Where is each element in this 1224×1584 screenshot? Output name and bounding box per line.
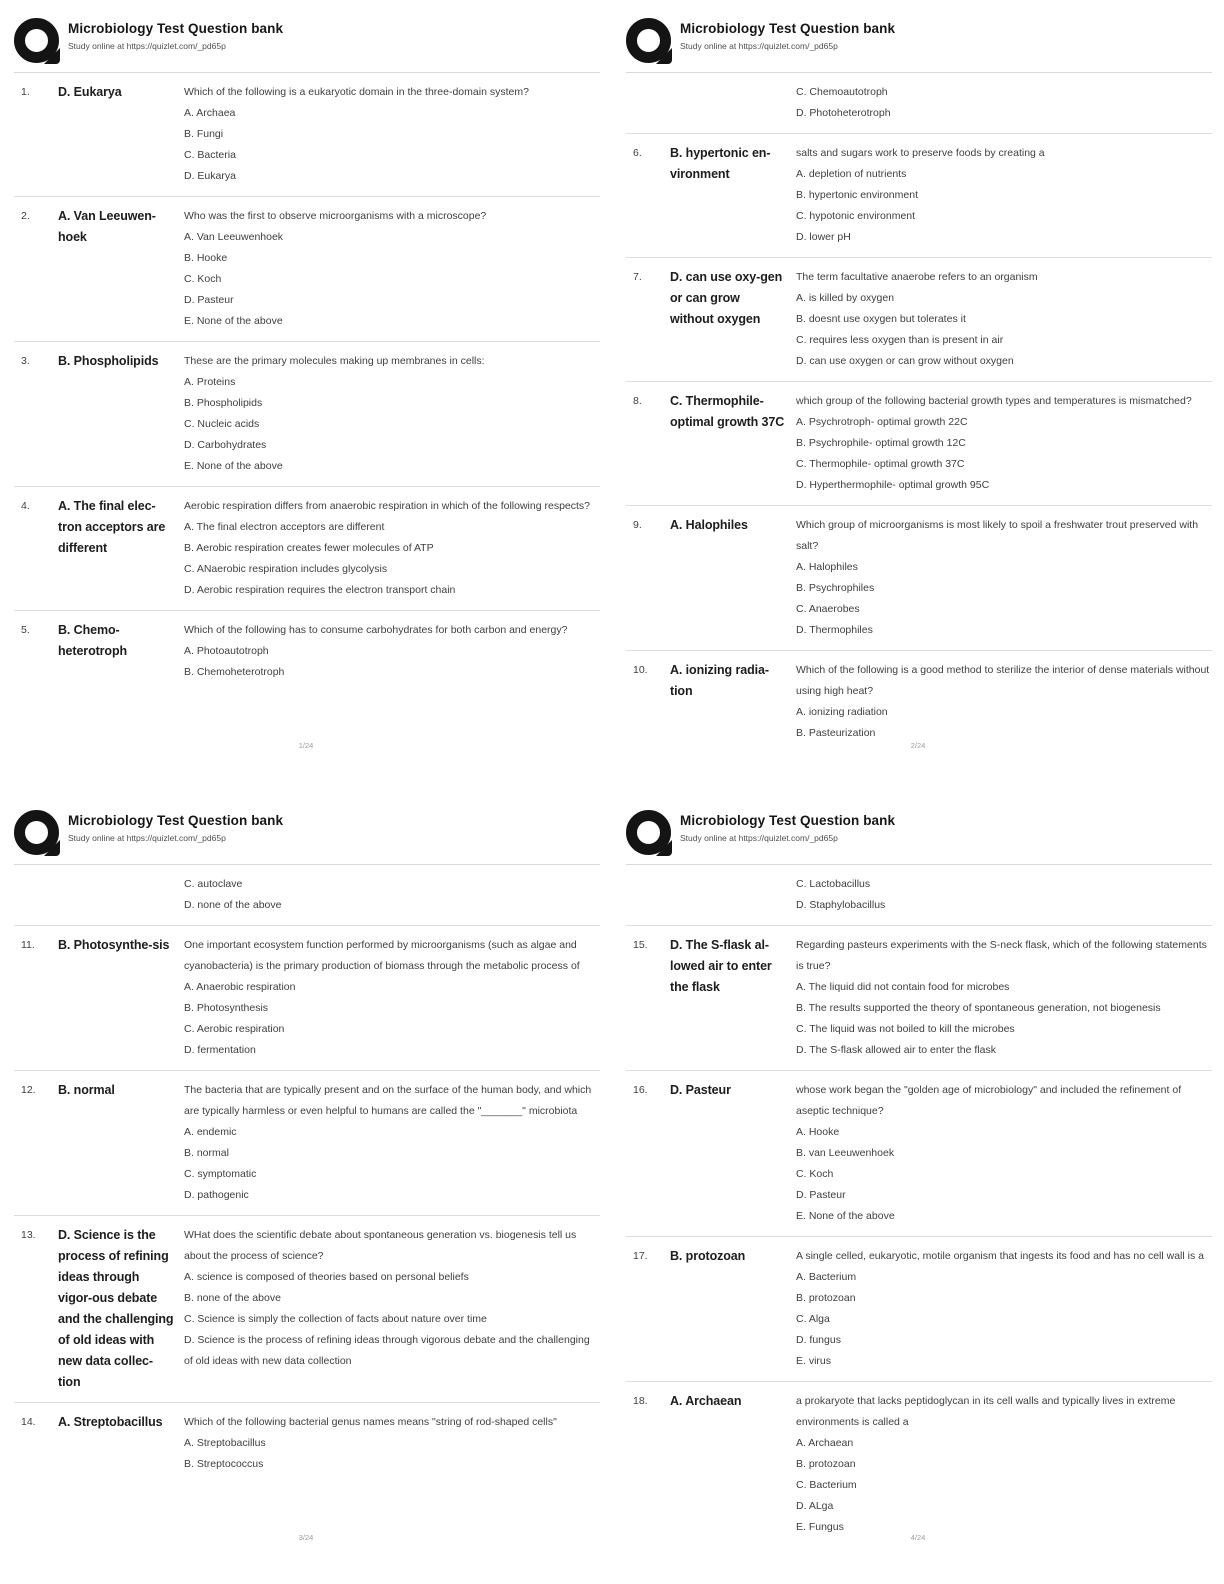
definition-line: B. Hooke <box>184 252 228 264</box>
page-body <box>626 865 1212 1547</box>
question-number: 5. <box>21 624 30 636</box>
page <box>0 792 612 1584</box>
definition-line: A. depletion of nutrients <box>796 168 907 180</box>
definition-line: D. Carbohydrates <box>184 439 267 451</box>
question-block <box>14 341 600 486</box>
definition-line: C. Lactobacillus <box>796 878 871 890</box>
answer-term: A. ionizing radia-tion <box>670 663 769 698</box>
definition-line: Which of the following has to consume carbohydrates for both carbon and energy? <box>184 624 568 636</box>
answer-term <box>670 874 786 916</box>
definition-line: Regarding pasteurs experiments with the S-neck flask, which of the following statements is true? <box>796 939 1207 972</box>
definition-line: A. is killed by oxygen <box>796 292 895 304</box>
question-number: 2. <box>21 210 30 222</box>
question-definition <box>184 206 600 332</box>
answer-term: B. normal <box>58 1083 115 1097</box>
definition-line: C. Science is simply the collection of facts about nature over time <box>184 1313 487 1325</box>
definition-line: B. hypertonic environment <box>796 189 918 201</box>
question-block <box>14 486 600 610</box>
page-body <box>626 73 1212 753</box>
definition-line: E. None of the above <box>184 460 283 472</box>
definition-line: C. Thermophile- optimal growth 37C <box>796 458 965 470</box>
answer-term: B. Phospholipids <box>58 354 159 368</box>
definition-line: D. Science is the process of refining ideas through vigorous debate and the challenging of old ideas with new data collection <box>184 1334 590 1367</box>
page-header-text <box>680 812 895 843</box>
question-definition <box>796 82 1212 124</box>
question-block <box>14 1215 600 1402</box>
definition-line: D. Photoheterotroph <box>796 107 891 119</box>
definition-line: C. requires less oxygen than is present in air <box>796 334 1004 346</box>
definition-line: D. Eukarya <box>184 170 236 182</box>
definition-line: D. can use oxygen or can grow without oxygen <box>796 355 1014 367</box>
question-block <box>14 73 600 196</box>
question-block <box>626 1070 1212 1236</box>
question-definition <box>796 515 1212 641</box>
question-number: 6. <box>633 147 642 159</box>
answer-term: A. Archaean <box>670 1394 742 1408</box>
question-number: 17. <box>633 1250 648 1262</box>
question-block <box>626 381 1212 505</box>
definition-line: D. Pasteur <box>796 1189 846 1201</box>
definition-line: A. Proteins <box>184 376 236 388</box>
definition-line: A. Halophiles <box>796 561 858 573</box>
definition-line: A. endemic <box>184 1126 237 1138</box>
question-number: 11. <box>21 939 35 951</box>
definition-line: The term facultative anaerobe refers to an organism <box>796 271 1038 283</box>
definition-line: Which of the following is a eukaryotic domain in the three-domain system? <box>184 86 529 98</box>
definition-line: Which of the following is a good method to sterilize the interior of dense materials without using high heat? <box>796 664 1210 697</box>
definition-line: C. Koch <box>184 273 222 285</box>
question-number: 3. <box>21 355 30 367</box>
definition-line: salts and sugars work to preserve foods by creating a <box>796 147 1045 159</box>
question-definition <box>184 496 600 601</box>
answer-term: D. can use oxy-gen or can grow without oxygen <box>670 270 783 326</box>
answer-term: D. Pasteur <box>670 1083 731 1097</box>
definition-line: B. Aerobic respiration creates fewer molecules of ATP <box>184 542 434 554</box>
definition-line: These are the primary molecules making up membranes in cells: <box>184 355 485 367</box>
page-number: 3/24 <box>298 1533 314 1542</box>
page-header <box>14 18 600 73</box>
quizlet-logo-icon <box>14 810 59 855</box>
answer-term: B. Photosynthe-sis <box>58 938 170 952</box>
question-block <box>14 610 600 692</box>
question-definition <box>796 874 1212 916</box>
answer-term: A. Streptobacillus <box>58 1415 163 1429</box>
definition-line: A. Van Leeuwenhoek <box>184 231 284 243</box>
definition-line: B. Photosynthesis <box>184 1002 269 1014</box>
definition-line: B. Psychrophile- optimal growth 12C <box>796 437 966 449</box>
question-definition <box>796 267 1212 372</box>
page-header-text <box>68 812 283 843</box>
question-block <box>626 1236 1212 1381</box>
definition-line: D. ALga <box>796 1500 834 1512</box>
page <box>612 792 1224 1584</box>
answer-term: D. The S-flask al-lowed air to enter the flask <box>670 938 772 994</box>
definition-line: C. Nucleic acids <box>184 418 260 430</box>
definition-line: B. Chemoheterotroph <box>184 666 285 678</box>
quizlet-logo-icon <box>626 18 671 63</box>
definition-line: Aerobic respiration differs from anaerobic respiration in which of the following respects? <box>184 500 591 512</box>
definition-line: whose work began the "golden age of microbiology" and included the refinement of aseptic technique? <box>796 1084 1182 1117</box>
definition-line: WHat does the scientific debate about spontaneous generation vs. biogenesis tell us about the process of science? <box>184 1229 577 1262</box>
definition-line: A. Psychrotroph- optimal growth 22C <box>796 416 968 428</box>
definition-line: C. Aerobic respiration <box>184 1023 285 1035</box>
answer-term: A. Van Leeuwen-hoek <box>58 209 156 244</box>
question-number: 13. <box>21 1229 36 1241</box>
question-definition <box>184 1412 600 1475</box>
definition-line: A. The liquid did not contain food for microbes <box>796 981 1010 993</box>
page-header <box>14 810 600 865</box>
answer-term: C. Thermophile-optimal growth 37C <box>670 394 785 429</box>
question-definition <box>184 351 600 477</box>
page-title: Microbiology Test Question bank <box>68 813 284 828</box>
definition-line: A. Hooke <box>796 1126 840 1138</box>
definition-line: C. hypotonic environment <box>796 210 916 222</box>
definition-line: B. Streptococcus <box>184 1458 264 1470</box>
definition-line: A. The final electron acceptors are different <box>184 521 385 533</box>
page-header <box>626 810 1212 865</box>
definition-line: D. Thermophiles <box>796 624 873 636</box>
definition-line: A. Photoautotroph <box>184 645 269 657</box>
question-block <box>626 650 1212 753</box>
definition-line: E. None of the above <box>184 315 283 327</box>
definition-line: A. Archaean <box>796 1437 854 1449</box>
definition-line: B. Phospholipids <box>184 397 263 409</box>
question-definition <box>796 1080 1212 1227</box>
definition-line: C. Koch <box>796 1168 834 1180</box>
page-subtitle: Study online at https://quizlet.com/_pd65p <box>680 833 838 843</box>
page-subtitle: Study online at https://quizlet.com/_pd65p <box>680 41 838 51</box>
question-block <box>626 73 1212 133</box>
question-number: 18. <box>633 1395 648 1407</box>
definition-line: C. Bacterium <box>796 1479 857 1491</box>
question-definition <box>184 1080 600 1206</box>
answer-term: D. Science is the process of refining ideas through vigor-ous debate and the challenging of old ideas with new data collec-tion <box>58 1228 174 1389</box>
question-definition <box>796 1246 1212 1372</box>
definition-line: A. Bacterium <box>796 1271 857 1283</box>
question-definition <box>796 1391 1212 1538</box>
question-number: 4. <box>21 500 30 512</box>
question-number: 12. <box>21 1084 36 1096</box>
question-block <box>626 925 1212 1070</box>
definition-line: D. lower pH <box>796 231 851 243</box>
answer-term: B. Chemo-heterotroph <box>58 623 128 658</box>
definition-line: A. ionizing radiation <box>796 706 888 718</box>
definition-line: E. Fungus <box>796 1521 844 1533</box>
definition-line: A. Anaerobic respiration <box>184 981 296 993</box>
question-block <box>626 257 1212 381</box>
question-definition <box>796 660 1212 744</box>
page-subtitle: Study online at https://quizlet.com/_pd65p <box>68 833 226 843</box>
question-definition <box>796 935 1212 1061</box>
page-number: 4/24 <box>910 1533 926 1542</box>
question-number <box>626 82 660 124</box>
definition-line: A. Streptobacillus <box>184 1437 266 1449</box>
page-header-text <box>68 20 283 51</box>
question-block <box>14 1402 600 1484</box>
question-number: 10. <box>633 664 648 676</box>
definition-line: C. ANaerobic respiration includes glycolysis <box>184 563 388 575</box>
question-number: 8. <box>633 395 642 407</box>
definition-line: D. none of the above <box>184 899 282 911</box>
page-body <box>14 865 600 1484</box>
question-definition <box>796 391 1212 496</box>
question-number: 14. <box>21 1416 36 1428</box>
definition-line: D. Staphylobacillus <box>796 899 886 911</box>
question-number <box>626 874 660 916</box>
page-title: Microbiology Test Question bank <box>680 813 896 828</box>
definition-line: C. autoclave <box>184 878 243 890</box>
question-block <box>14 196 600 341</box>
definition-line: C. The liquid was not boiled to kill the microbes <box>796 1023 1015 1035</box>
question-block <box>626 133 1212 257</box>
definition-line: One important ecosystem function performed by microorganisms (such as algae and cyanobacteria) is the primary production of biomass through the metabolic process of <box>184 939 580 972</box>
definition-line: E. None of the above <box>796 1210 895 1222</box>
page-number: 2/24 <box>910 741 926 750</box>
answer-term <box>58 874 174 916</box>
definition-line: B. Fungi <box>184 128 224 140</box>
answer-term: A. Halophiles <box>670 518 748 532</box>
definition-line: D. fungus <box>796 1334 841 1346</box>
question-number: 7. <box>633 271 642 283</box>
question-block <box>14 1070 600 1215</box>
definition-line: Which group of microorganisms is most likely to spoil a freshwater trout preserved with salt? <box>796 519 1199 552</box>
question-number: 15. <box>633 939 648 951</box>
definition-line: C. Anaerobes <box>796 603 860 615</box>
definition-line: A. science is composed of theories based on personal beliefs <box>184 1271 469 1283</box>
definition-line: Which of the following bacterial genus names means "string of rod-shaped cells" <box>184 1416 557 1428</box>
definition-line: B. van Leeuwenhoek <box>796 1147 895 1159</box>
question-number: 9. <box>633 519 642 531</box>
question-block <box>626 1381 1212 1547</box>
question-definition <box>184 874 600 916</box>
answer-term: B. hypertonic en-vironment <box>670 146 771 181</box>
definition-line: B. Psychrophiles <box>796 582 875 594</box>
definition-line: C. symptomatic <box>184 1168 257 1180</box>
definition-line: D. pathogenic <box>184 1189 249 1201</box>
definition-line: D. The S-flask allowed air to enter the flask <box>796 1044 996 1056</box>
definition-line: D. Hyperthermophile- optimal growth 95C <box>796 479 990 491</box>
definition-line: The bacteria that are typically present and on the surface of the human body, and which are typically harmless or even helpful to humans are called the "_______" microbiota <box>184 1084 592 1117</box>
definition-line: C. Chemoautotroph <box>796 86 888 98</box>
definition-line: B. protozoan <box>796 1292 856 1304</box>
question-number: 16. <box>633 1084 648 1096</box>
question-definition <box>184 82 600 187</box>
definition-line: B. protozoan <box>796 1458 856 1470</box>
question-definition <box>796 143 1212 248</box>
question-number: 1. <box>21 86 30 98</box>
page-subtitle: Study online at https://quizlet.com/_pd65p <box>68 41 226 51</box>
page <box>612 0 1224 792</box>
question-block <box>626 865 1212 925</box>
definition-line: a prokaryote that lacks peptidoglycan in its cell walls and typically lives in extreme environments is called a <box>796 1395 1176 1428</box>
definition-line: which group of the following bacterial growth types and temperatures is mismatched? <box>796 395 1192 407</box>
page-number: 1/24 <box>298 741 314 750</box>
answer-term: A. The final elec-tron acceptors are different <box>58 499 166 555</box>
definition-line: D. Aerobic respiration requires the electron transport chain <box>184 584 456 596</box>
answer-term: B. protozoan <box>670 1249 746 1263</box>
question-definition <box>184 620 600 683</box>
definition-line: E. virus <box>796 1355 832 1367</box>
definition-line: A single celled, eukaryotic, motile organism that ingests its food and has no cell wall is a <box>796 1250 1204 1262</box>
answer-term: D. Eukarya <box>58 85 122 99</box>
question-block <box>14 925 600 1070</box>
page-header <box>626 18 1212 73</box>
definition-line: C. Bacteria <box>184 149 236 161</box>
definition-line: C. Alga <box>796 1313 830 1325</box>
question-block <box>626 505 1212 650</box>
page-title: Microbiology Test Question bank <box>680 21 896 36</box>
definition-line: B. The results supported the theory of spontaneous generation, not biogenesis <box>796 1002 1161 1014</box>
question-definition <box>184 935 600 1061</box>
answer-term <box>670 82 786 124</box>
page-title: Microbiology Test Question bank <box>68 21 284 36</box>
question-number <box>14 874 48 916</box>
page-header-text <box>680 20 895 51</box>
quizlet-logo-icon <box>626 810 671 855</box>
page-body <box>14 73 600 692</box>
definition-line: B. Pasteurization <box>796 727 876 739</box>
definition-line: Who was the first to observe microorganisms with a microscope? <box>184 210 487 222</box>
definition-line: D. Pasteur <box>184 294 234 306</box>
question-definition <box>184 1225 600 1393</box>
question-block <box>14 865 600 925</box>
definition-line: A. Archaea <box>184 107 236 119</box>
definition-line: B. normal <box>184 1147 229 1159</box>
quizlet-logo-icon <box>14 18 59 63</box>
definition-line: B. none of the above <box>184 1292 281 1304</box>
definition-line: B. doesnt use oxygen but tolerates it <box>796 313 966 325</box>
page <box>0 0 612 792</box>
definition-line: D. fermentation <box>184 1044 256 1056</box>
